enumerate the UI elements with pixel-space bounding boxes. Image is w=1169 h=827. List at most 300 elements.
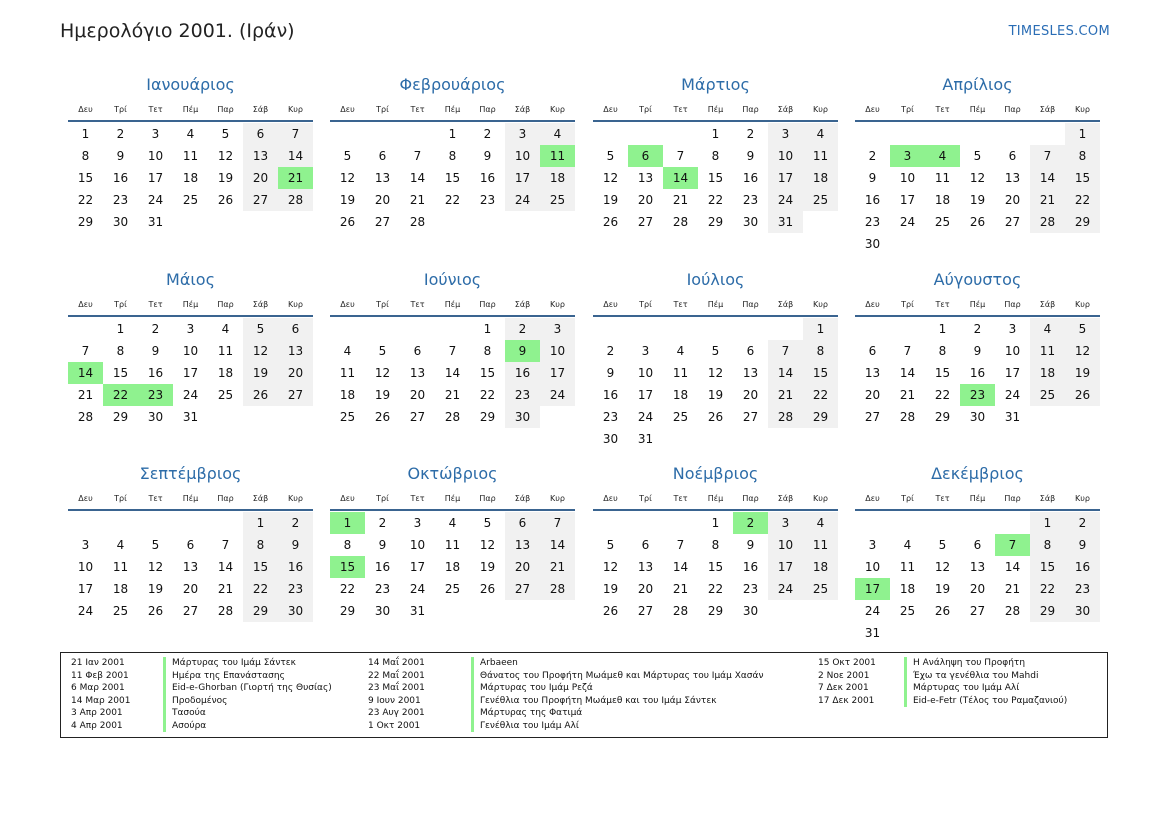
day-cell[interactable]: 28 <box>672 215 689 229</box>
day-cell[interactable]: 25 <box>182 193 199 207</box>
day-cell[interactable]: 7 <box>768 340 803 362</box>
day-cell[interactable]: 20 <box>864 388 881 402</box>
day-cell[interactable]: 16 <box>374 560 391 574</box>
day-cell[interactable]: 5 <box>606 538 615 552</box>
day-cell[interactable]: 19 <box>243 362 278 384</box>
day-cell[interactable]: 15 <box>77 171 94 185</box>
day-cell[interactable]: 29 <box>112 410 129 424</box>
day-cell[interactable]: 14 <box>68 362 103 384</box>
day-cell[interactable]: 3 <box>413 516 422 530</box>
day-cell[interactable]: 5 <box>711 344 720 358</box>
day-cell[interactable]: 24 <box>864 604 881 618</box>
site-link[interactable]: TIMESLES.COM <box>1008 24 1110 39</box>
day-cell[interactable]: 14 <box>409 171 426 185</box>
day-cell[interactable]: 23 <box>960 384 995 406</box>
day-cell[interactable]: 16 <box>602 388 619 402</box>
day-cell[interactable]: 23 <box>112 193 129 207</box>
day-cell[interactable]: 23 <box>742 193 759 207</box>
day-cell[interactable]: 8 <box>1065 145 1100 167</box>
day-cell[interactable]: 20 <box>637 193 654 207</box>
day-cell[interactable]: 29 <box>77 215 94 229</box>
day-cell[interactable]: 27 <box>864 410 881 424</box>
day-cell[interactable]: 25 <box>899 604 916 618</box>
day-cell[interactable]: 29 <box>707 215 724 229</box>
day-cell[interactable]: 20 <box>742 388 759 402</box>
day-cell[interactable]: 20 <box>637 582 654 596</box>
day-cell[interactable]: 7 <box>413 149 422 163</box>
day-cell[interactable]: 17 <box>637 388 654 402</box>
day-cell[interactable]: 6 <box>628 145 663 167</box>
day-cell[interactable]: 7 <box>448 344 457 358</box>
day-cell[interactable]: 3 <box>151 127 160 141</box>
day-cell[interactable]: 1 <box>938 322 947 336</box>
day-cell[interactable]: 15 <box>330 556 365 578</box>
day-cell[interactable]: 15 <box>112 366 129 380</box>
day-cell[interactable]: 4 <box>116 538 125 552</box>
day-cell[interactable]: 22 <box>707 193 724 207</box>
day-cell[interactable]: 24 <box>540 384 575 406</box>
day-cell[interactable]: 16 <box>969 366 986 380</box>
day-cell[interactable]: 24 <box>182 388 199 402</box>
day-cell[interactable]: 23 <box>479 193 496 207</box>
day-cell[interactable]: 7 <box>221 538 230 552</box>
day-cell[interactable]: 28 <box>77 410 94 424</box>
day-cell[interactable]: 6 <box>278 318 313 340</box>
day-cell[interactable]: 14 <box>278 145 313 167</box>
day-cell[interactable]: 13 <box>864 366 881 380</box>
day-cell[interactable]: 24 <box>1004 388 1021 402</box>
day-cell[interactable]: 23 <box>505 384 540 406</box>
day-cell[interactable]: 9 <box>1065 534 1100 556</box>
day-cell[interactable]: 30 <box>278 600 313 622</box>
day-cell[interactable]: 11 <box>339 366 356 380</box>
day-cell[interactable]: 26 <box>479 582 496 596</box>
day-cell[interactable]: 25 <box>672 410 689 424</box>
day-cell[interactable]: 13 <box>637 560 654 574</box>
day-cell[interactable]: 6 <box>641 538 650 552</box>
day-cell[interactable]: 30 <box>602 432 619 446</box>
day-cell[interactable]: 8 <box>711 149 720 163</box>
day-cell[interactable]: 31 <box>1004 410 1021 424</box>
day-cell[interactable]: 24 <box>899 215 916 229</box>
day-cell[interactable]: 21 <box>1004 582 1021 596</box>
day-cell[interactable]: 7 <box>540 512 575 534</box>
day-cell[interactable]: 7 <box>278 123 313 145</box>
day-cell[interactable]: 19 <box>602 193 619 207</box>
day-cell[interactable]: 11 <box>899 560 916 574</box>
day-cell[interactable]: 24 <box>768 578 803 600</box>
day-cell[interactable]: 25 <box>540 189 575 211</box>
day-cell[interactable]: 25 <box>934 215 951 229</box>
day-cell[interactable]: 23 <box>374 582 391 596</box>
day-cell[interactable]: 30 <box>147 410 164 424</box>
day-cell[interactable]: 7 <box>676 149 685 163</box>
day-cell[interactable]: 29 <box>1065 211 1100 233</box>
day-cell[interactable]: 13 <box>243 145 278 167</box>
day-cell[interactable]: 29 <box>707 604 724 618</box>
day-cell[interactable]: 21 <box>672 582 689 596</box>
day-cell[interactable]: 21 <box>1030 189 1065 211</box>
day-cell[interactable]: 5 <box>483 516 492 530</box>
day-cell[interactable]: 6 <box>243 123 278 145</box>
day-cell[interactable]: 6 <box>186 538 195 552</box>
day-cell[interactable]: 28 <box>1030 211 1065 233</box>
day-cell[interactable]: 16 <box>742 171 759 185</box>
day-cell[interactable]: 8 <box>448 149 457 163</box>
day-cell[interactable]: 14 <box>899 366 916 380</box>
day-cell[interactable]: 13 <box>1004 171 1021 185</box>
day-cell[interactable]: 4 <box>343 344 352 358</box>
day-cell[interactable]: 9 <box>746 538 755 552</box>
day-cell[interactable]: 27 <box>1004 215 1021 229</box>
day-cell[interactable]: 21 <box>278 167 313 189</box>
day-cell[interactable]: 20 <box>1004 193 1021 207</box>
day-cell[interactable]: 17 <box>409 560 426 574</box>
day-cell[interactable]: 20 <box>182 582 199 596</box>
day-cell[interactable]: 2 <box>606 344 615 358</box>
day-cell[interactable]: 25 <box>803 189 838 211</box>
day-cell[interactable]: 30 <box>505 406 540 428</box>
day-cell[interactable]: 3 <box>768 512 803 534</box>
day-cell[interactable]: 18 <box>899 582 916 596</box>
day-cell[interactable]: 20 <box>969 582 986 596</box>
day-cell[interactable]: 1 <box>81 127 90 141</box>
day-cell[interactable]: 2 <box>973 322 982 336</box>
day-cell[interactable]: 21 <box>409 193 426 207</box>
day-cell[interactable]: 19 <box>707 388 724 402</box>
day-cell[interactable]: 25 <box>112 604 129 618</box>
day-cell[interactable]: 13 <box>409 366 426 380</box>
day-cell[interactable]: 26 <box>339 215 356 229</box>
day-cell[interactable]: 2 <box>151 322 160 336</box>
day-cell[interactable]: 19 <box>934 582 951 596</box>
day-cell[interactable]: 29 <box>243 600 278 622</box>
day-cell[interactable]: 14 <box>768 362 803 384</box>
day-cell[interactable]: 15 <box>803 362 838 384</box>
day-cell[interactable]: 27 <box>409 410 426 424</box>
day-cell[interactable]: 18 <box>672 388 689 402</box>
day-cell[interactable]: 26 <box>602 215 619 229</box>
day-cell[interactable]: 18 <box>217 366 234 380</box>
day-cell[interactable]: 4 <box>903 538 912 552</box>
day-cell[interactable]: 3 <box>890 145 925 167</box>
day-cell[interactable]: 22 <box>339 582 356 596</box>
day-cell[interactable]: 11 <box>112 560 129 574</box>
day-cell[interactable]: 14 <box>444 366 461 380</box>
day-cell[interactable]: 1 <box>711 516 720 530</box>
day-cell[interactable]: 29 <box>339 604 356 618</box>
day-cell[interactable]: 24 <box>505 189 540 211</box>
day-cell[interactable]: 12 <box>217 149 234 163</box>
day-cell[interactable]: 15 <box>1065 167 1100 189</box>
day-cell[interactable]: 11 <box>444 538 461 552</box>
day-cell[interactable]: 20 <box>505 556 540 578</box>
day-cell[interactable]: 6 <box>868 344 877 358</box>
day-cell[interactable]: 20 <box>243 167 278 189</box>
day-cell[interactable]: 7 <box>995 534 1030 556</box>
day-cell[interactable]: 18 <box>934 193 951 207</box>
day-cell[interactable]: 30 <box>742 604 759 618</box>
day-cell[interactable]: 6 <box>505 512 540 534</box>
day-cell[interactable]: 25 <box>1030 384 1065 406</box>
day-cell[interactable]: 16 <box>278 556 313 578</box>
day-cell[interactable]: 9 <box>973 344 982 358</box>
day-cell[interactable]: 8 <box>803 340 838 362</box>
day-cell[interactable]: 10 <box>864 560 881 574</box>
day-cell[interactable]: 23 <box>742 582 759 596</box>
day-cell[interactable]: 19 <box>147 582 164 596</box>
day-cell[interactable]: 15 <box>707 560 724 574</box>
day-cell[interactable]: 6 <box>746 344 755 358</box>
day-cell[interactable]: 7 <box>676 538 685 552</box>
day-cell[interactable]: 2 <box>868 149 877 163</box>
day-cell[interactable]: 24 <box>77 604 94 618</box>
day-cell[interactable]: 3 <box>641 344 650 358</box>
day-cell[interactable]: 26 <box>374 410 391 424</box>
day-cell[interactable]: 27 <box>969 604 986 618</box>
day-cell[interactable]: 22 <box>444 193 461 207</box>
day-cell[interactable]: 30 <box>1065 600 1100 622</box>
day-cell[interactable]: 10 <box>409 538 426 552</box>
day-cell[interactable]: 17 <box>1004 366 1021 380</box>
day-cell[interactable]: 22 <box>479 388 496 402</box>
day-cell[interactable]: 8 <box>81 149 90 163</box>
day-cell[interactable]: 18 <box>1030 362 1065 384</box>
day-cell[interactable]: 11 <box>672 366 689 380</box>
day-cell[interactable]: 28 <box>217 604 234 618</box>
day-cell[interactable]: 13 <box>637 171 654 185</box>
day-cell[interactable]: 26 <box>602 604 619 618</box>
day-cell[interactable]: 9 <box>505 340 540 362</box>
day-cell[interactable]: 9 <box>151 344 160 358</box>
day-cell[interactable]: 4 <box>925 145 960 167</box>
day-cell[interactable]: 21 <box>899 388 916 402</box>
day-cell[interactable]: 24 <box>768 189 803 211</box>
day-cell[interactable]: 14 <box>1030 167 1065 189</box>
day-cell[interactable]: 10 <box>899 171 916 185</box>
day-cell[interactable]: 4 <box>803 123 838 145</box>
day-cell[interactable]: 13 <box>742 366 759 380</box>
day-cell[interactable]: 9 <box>483 149 492 163</box>
day-cell[interactable]: 12 <box>1065 340 1100 362</box>
day-cell[interactable]: 14 <box>217 560 234 574</box>
day-cell[interactable]: 14 <box>540 534 575 556</box>
day-cell[interactable]: 1 <box>711 127 720 141</box>
day-cell[interactable]: 16 <box>1065 556 1100 578</box>
day-cell[interactable]: 31 <box>147 215 164 229</box>
day-cell[interactable]: 4 <box>540 123 575 145</box>
day-cell[interactable]: 17 <box>540 362 575 384</box>
day-cell[interactable]: 30 <box>864 237 881 251</box>
day-cell[interactable]: 21 <box>540 556 575 578</box>
day-cell[interactable]: 24 <box>409 582 426 596</box>
day-cell[interactable]: 26 <box>147 604 164 618</box>
day-cell[interactable]: 26 <box>217 193 234 207</box>
day-cell[interactable]: 27 <box>278 384 313 406</box>
day-cell[interactable]: 12 <box>934 560 951 574</box>
day-cell[interactable]: 28 <box>444 410 461 424</box>
day-cell[interactable]: 16 <box>112 171 129 185</box>
day-cell[interactable]: 1 <box>1030 512 1065 534</box>
day-cell[interactable]: 28 <box>768 406 803 428</box>
day-cell[interactable]: 1 <box>1065 123 1100 145</box>
day-cell[interactable]: 5 <box>151 538 160 552</box>
day-cell[interactable]: 22 <box>103 384 138 406</box>
day-cell[interactable]: 18 <box>540 167 575 189</box>
day-cell[interactable]: 3 <box>81 538 90 552</box>
day-cell[interactable]: 25 <box>444 582 461 596</box>
day-cell[interactable]: 25 <box>339 410 356 424</box>
day-cell[interactable]: 8 <box>711 538 720 552</box>
day-cell[interactable]: 5 <box>1065 318 1100 340</box>
day-cell[interactable]: 16 <box>864 193 881 207</box>
day-cell[interactable]: 29 <box>479 410 496 424</box>
day-cell[interactable]: 9 <box>378 538 387 552</box>
day-cell[interactable]: 3 <box>540 318 575 340</box>
day-cell[interactable]: 17 <box>182 366 199 380</box>
day-cell[interactable]: 5 <box>243 318 278 340</box>
day-cell[interactable]: 29 <box>803 406 838 428</box>
day-cell[interactable]: 9 <box>606 366 615 380</box>
day-cell[interactable]: 4 <box>448 516 457 530</box>
day-cell[interactable]: 24 <box>147 193 164 207</box>
day-cell[interactable]: 22 <box>707 582 724 596</box>
day-cell[interactable]: 17 <box>768 167 803 189</box>
day-cell[interactable]: 28 <box>1004 604 1021 618</box>
day-cell[interactable]: 17 <box>899 193 916 207</box>
day-cell[interactable]: 10 <box>768 534 803 556</box>
day-cell[interactable]: 18 <box>182 171 199 185</box>
day-cell[interactable]: 18 <box>339 388 356 402</box>
day-cell[interactable]: 1 <box>330 512 365 534</box>
day-cell[interactable]: 28 <box>278 189 313 211</box>
day-cell[interactable]: 27 <box>637 215 654 229</box>
day-cell[interactable]: 19 <box>374 388 391 402</box>
day-cell[interactable]: 10 <box>768 145 803 167</box>
day-cell[interactable]: 17 <box>77 582 94 596</box>
day-cell[interactable]: 20 <box>409 388 426 402</box>
day-cell[interactable]: 30 <box>969 410 986 424</box>
day-cell[interactable]: 15 <box>243 556 278 578</box>
day-cell[interactable]: 13 <box>278 340 313 362</box>
day-cell[interactable]: 4 <box>186 127 195 141</box>
day-cell[interactable]: 28 <box>672 604 689 618</box>
day-cell[interactable]: 17 <box>505 167 540 189</box>
day-cell[interactable]: 10 <box>147 149 164 163</box>
day-cell[interactable]: 13 <box>374 171 391 185</box>
day-cell[interactable]: 11 <box>803 534 838 556</box>
day-cell[interactable]: 27 <box>637 604 654 618</box>
day-cell[interactable]: 21 <box>77 388 94 402</box>
day-cell[interactable]: 16 <box>742 560 759 574</box>
day-cell[interactable]: 22 <box>1065 189 1100 211</box>
day-cell[interactable]: 28 <box>899 410 916 424</box>
day-cell[interactable]: 3 <box>1008 322 1017 336</box>
day-cell[interactable]: 15 <box>444 171 461 185</box>
day-cell[interactable]: 25 <box>803 578 838 600</box>
day-cell[interactable]: 14 <box>663 167 698 189</box>
day-cell[interactable]: 19 <box>479 560 496 574</box>
day-cell[interactable]: 1 <box>448 127 457 141</box>
day-cell[interactable]: 23 <box>1065 578 1100 600</box>
day-cell[interactable]: 21 <box>217 582 234 596</box>
day-cell[interactable]: 10 <box>77 560 94 574</box>
day-cell[interactable]: 27 <box>243 189 278 211</box>
day-cell[interactable]: 1 <box>243 512 278 534</box>
day-cell[interactable]: 5 <box>343 149 352 163</box>
day-cell[interactable]: 8 <box>116 344 125 358</box>
day-cell[interactable]: 6 <box>1008 149 1017 163</box>
day-cell[interactable]: 26 <box>243 384 278 406</box>
day-cell[interactable]: 23 <box>138 384 173 406</box>
day-cell[interactable]: 28 <box>409 215 426 229</box>
day-cell[interactable]: 10 <box>540 340 575 362</box>
day-cell[interactable]: 12 <box>969 171 986 185</box>
day-cell[interactable]: 22 <box>77 193 94 207</box>
day-cell[interactable]: 12 <box>479 538 496 552</box>
day-cell[interactable]: 29 <box>934 410 951 424</box>
day-cell[interactable]: 29 <box>1030 600 1065 622</box>
day-cell[interactable]: 12 <box>147 560 164 574</box>
day-cell[interactable]: 21 <box>672 193 689 207</box>
day-cell[interactable]: 12 <box>339 171 356 185</box>
day-cell[interactable]: 11 <box>1030 340 1065 362</box>
day-cell[interactable]: 9 <box>278 534 313 556</box>
day-cell[interactable]: 3 <box>868 538 877 552</box>
day-cell[interactable]: 10 <box>182 344 199 358</box>
day-cell[interactable]: 11 <box>934 171 951 185</box>
day-cell[interactable]: 6 <box>378 149 387 163</box>
day-cell[interactable]: 30 <box>742 215 759 229</box>
day-cell[interactable]: 26 <box>934 604 951 618</box>
day-cell[interactable]: 8 <box>343 538 352 552</box>
day-cell[interactable]: 2 <box>1065 512 1100 534</box>
day-cell[interactable]: 14 <box>1004 560 1021 574</box>
day-cell[interactable]: 23 <box>602 410 619 424</box>
day-cell[interactable]: 19 <box>602 582 619 596</box>
day-cell[interactable]: 18 <box>444 560 461 574</box>
day-cell[interactable]: 28 <box>540 578 575 600</box>
day-cell[interactable]: 7 <box>1030 145 1065 167</box>
day-cell[interactable]: 27 <box>505 578 540 600</box>
day-cell[interactable]: 8 <box>1030 534 1065 556</box>
day-cell[interactable]: 10 <box>637 366 654 380</box>
day-cell[interactable]: 6 <box>973 538 982 552</box>
day-cell[interactable]: 9 <box>746 149 755 163</box>
day-cell[interactable]: 12 <box>602 560 619 574</box>
day-cell[interactable]: 12 <box>374 366 391 380</box>
day-cell[interactable]: 22 <box>803 384 838 406</box>
day-cell[interactable]: 31 <box>409 604 426 618</box>
day-cell[interactable]: 2 <box>378 516 387 530</box>
day-cell[interactable]: 11 <box>540 145 575 167</box>
day-cell[interactable]: 12 <box>243 340 278 362</box>
day-cell[interactable]: 1 <box>803 318 838 340</box>
day-cell[interactable]: 23 <box>864 215 881 229</box>
day-cell[interactable]: 18 <box>112 582 129 596</box>
day-cell[interactable]: 10 <box>505 145 540 167</box>
day-cell[interactable]: 3 <box>186 322 195 336</box>
day-cell[interactable]: 4 <box>676 344 685 358</box>
day-cell[interactable]: 31 <box>864 626 881 640</box>
day-cell[interactable]: 5 <box>221 127 230 141</box>
day-cell[interactable]: 19 <box>339 193 356 207</box>
day-cell[interactable]: 19 <box>969 193 986 207</box>
day-cell[interactable]: 16 <box>147 366 164 380</box>
day-cell[interactable]: 15 <box>479 366 496 380</box>
day-cell[interactable]: 2 <box>483 127 492 141</box>
day-cell[interactable]: 31 <box>182 410 199 424</box>
